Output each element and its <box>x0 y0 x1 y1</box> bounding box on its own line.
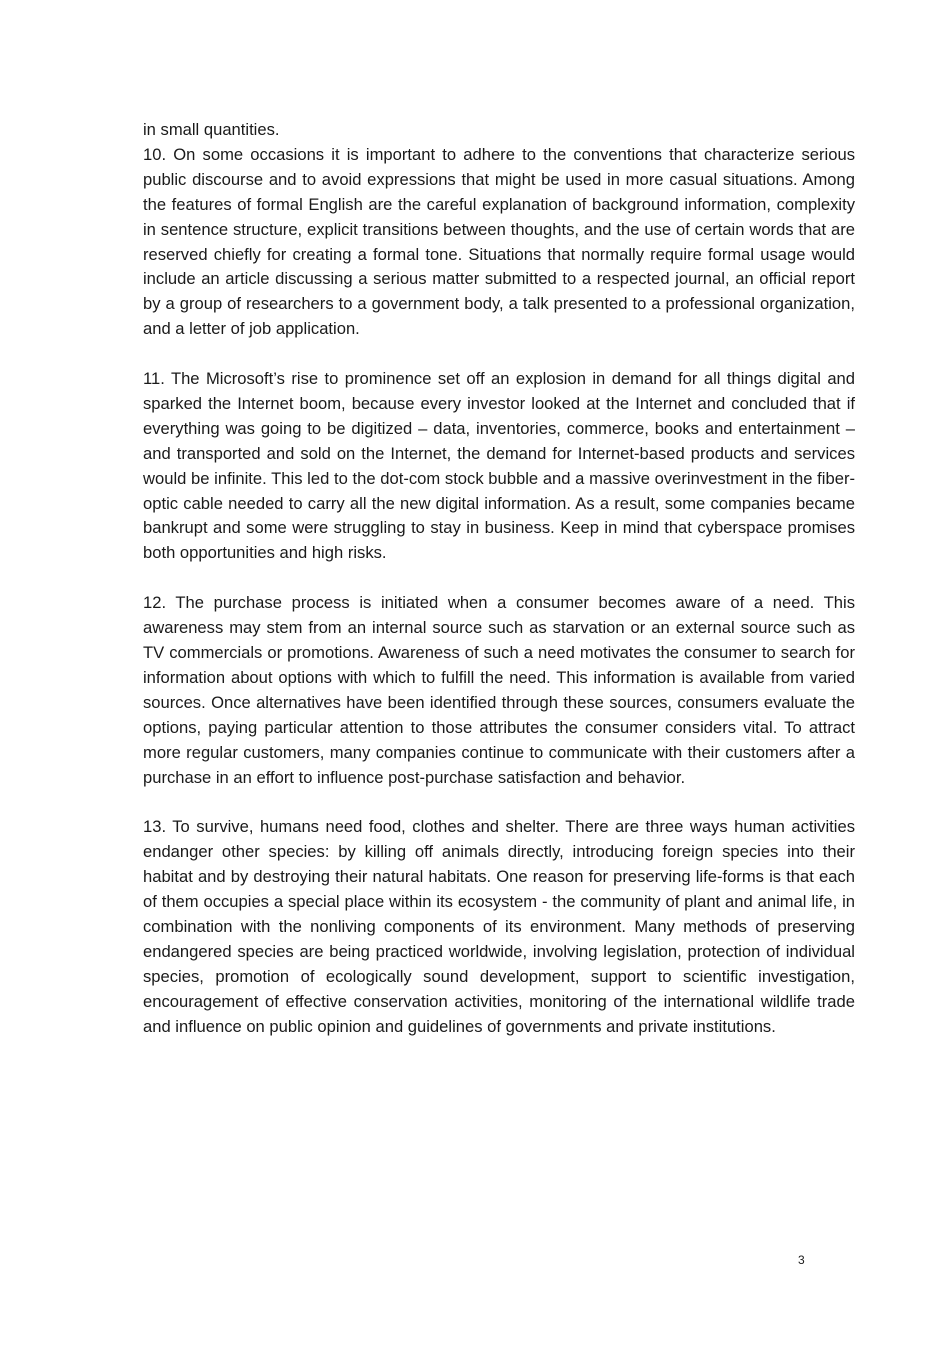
paragraph-11: 11. The Microsoft’s rise to prominence set off an explosion in demand for all things digital and sparked the Internet boom, because every investor looked at the Internet and concluded that if everything was going to be digitized – data, inventories, commerce, books and entertainment – and transported and sold on the Internet, the demand for Internet-based products and services would be infinite. This led to the dot-com stock bubble and a massive overinvestment in the fiber-optic cable needed to carry all the new digital information. As a result, some companies became bankrupt and some were struggling to stay in business. Keep in mind that cyberspace promises both opportunities and high risks. <box>143 369 855 563</box>
paragraph-continuation: in small quantities. <box>143 120 280 139</box>
paragraph-13: 13. To survive, humans need food, clothes and shelter. There are three ways human activities endanger other species: by killing off animals directly, introducing foreign species into their habitat and by destroying their natural habitats. One reason for preserving life-forms is that each of them occupies a special place within its ecosystem - the community of plant and animal life, in combination with the nonliving components of its environment. Many methods of preserving endangered species are being practiced worldwide, involving legislation, protection of individual species, promotion of ecologically sound development, support to scientific investigation, encouragement of effective conservation activities, monitoring of the international wildlife trade and influence on public opinion and guidelines of governments and private institutions. <box>143 817 855 1036</box>
paragraph-10: 10. On some occasions it is important to adhere to the conventions that characterize serious public discourse and to avoid expressions that might be used in more casual situations. Among the features of formal English are the careful explanation of background information, complexity in sentence structure, explicit transitions between thoughts, and the use of certain words that are reserved chiefly for creating a formal tone. Situations that normally require formal usage would include an article discussing a serious matter submitted to a respected journal, an official report by a group of researchers to a government body, a talk presented to a professional organization, and a letter of job application. <box>143 144 855 339</box>
paragraph-12: 12. The purchase process is initiated when a consumer becomes aware of a need. This awareness may stem from an internal source such as starvation or an external source such as TV commercials or promotions. Awareness of such a need motivates the consumer to search for information about options with which to fulfill the need. This information is available from varied sources. Once alternatives have been identified through these sources, consumers evaluate the options, paying particular attention to those attributes the consumer considers vital. To attract more regular customers, many companies continue to communicate with their customers after a purchase in an effort to influence post-purchase satisfaction and behavior. <box>143 593 855 787</box>
page-number: 3 <box>798 1253 805 1267</box>
document-body <box>143 118 855 1039</box>
